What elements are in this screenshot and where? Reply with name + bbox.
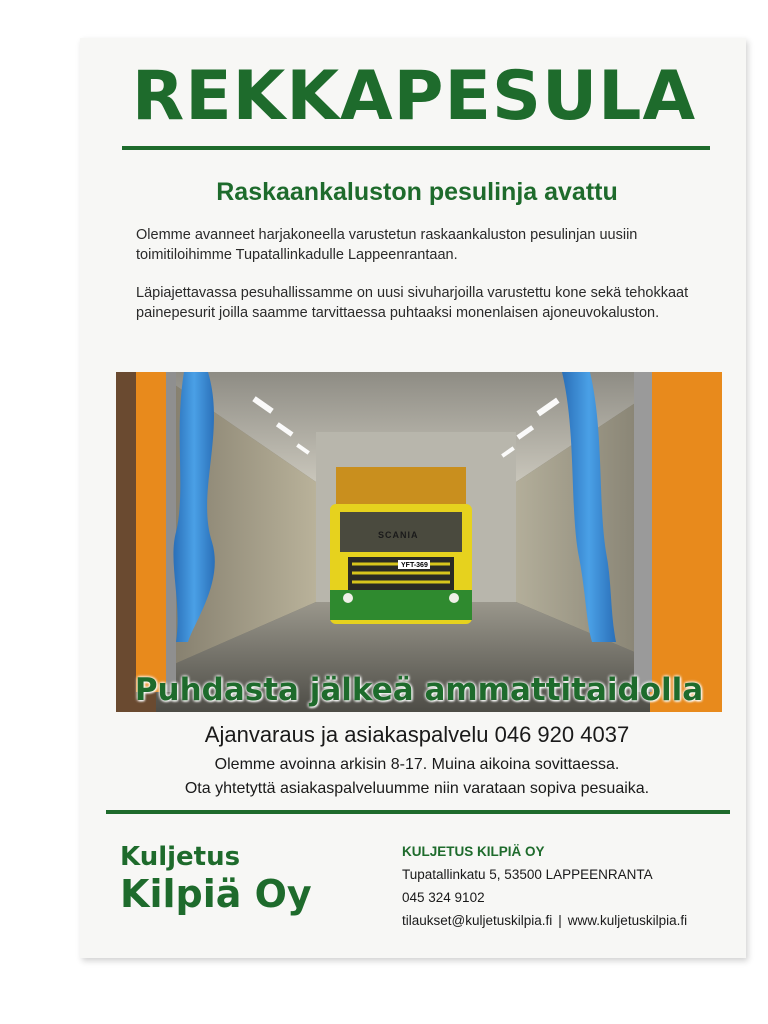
company-phone: 045 324 9102 — [402, 890, 485, 905]
truck-wash-photo — [116, 372, 722, 712]
truck-plate-label: YFT-369 — [401, 562, 428, 569]
divider-bottom — [106, 810, 730, 814]
booking-line: Ajanvaraus ja asiakaspalvelu 046 920 4037 — [204, 722, 630, 747]
intro-paragraph: Olemme avanneet harjakoneella varustetun raskaankaluston pesulinjan uusiin toimitiloihimme Tupatallinkadulle Lappeenrantaan. — [136, 227, 638, 263]
company-logo — [120, 842, 312, 916]
opening-hours: Olemme avoinna arkisin 8-17. Muina aikoina sovittaessa. — [214, 756, 620, 773]
truck-graphic — [330, 467, 472, 624]
truck-brand-label: SCANIA — [378, 530, 419, 540]
company-website: www.kuljetuskilpia.fi — [567, 913, 688, 928]
contact-separator: | — [558, 913, 562, 928]
company-email: tilaukset@kuljetuskilpia.fi — [402, 913, 553, 928]
details-paragraph: Läpiajettavassa pesuhallissamme on uusi sivuharjoilla varustettu kone sekä tehokkaat painepesurit joilla saamme tarvittaessa puhtaaksi monenlaisen ajoneuvokaluston. — [136, 285, 689, 321]
divider-top — [122, 146, 710, 150]
company-contact — [402, 840, 687, 932]
truck-wash-illustration — [116, 372, 722, 712]
logo-line-2: Kilpiä Oy — [120, 872, 312, 916]
poster-subtitle: Raskaankaluston pesulinja avattu — [216, 178, 618, 206]
photo-slogan: Puhdasta jälkeä ammattitaidolla — [134, 672, 704, 708]
company-name: KULJETUS KILPIÄ OY — [402, 844, 545, 859]
company-address: Tupatallinkatu 5, 53500 LAPPEENRANTA — [402, 867, 653, 882]
poster-title: REKKAPESULA — [131, 57, 697, 136]
logo-line-1: Kuljetus — [120, 842, 241, 872]
contact-invitation: Ota yhtetyttä asiakaspalveluumme niin varataan sopiva pesuaika. — [184, 780, 650, 797]
